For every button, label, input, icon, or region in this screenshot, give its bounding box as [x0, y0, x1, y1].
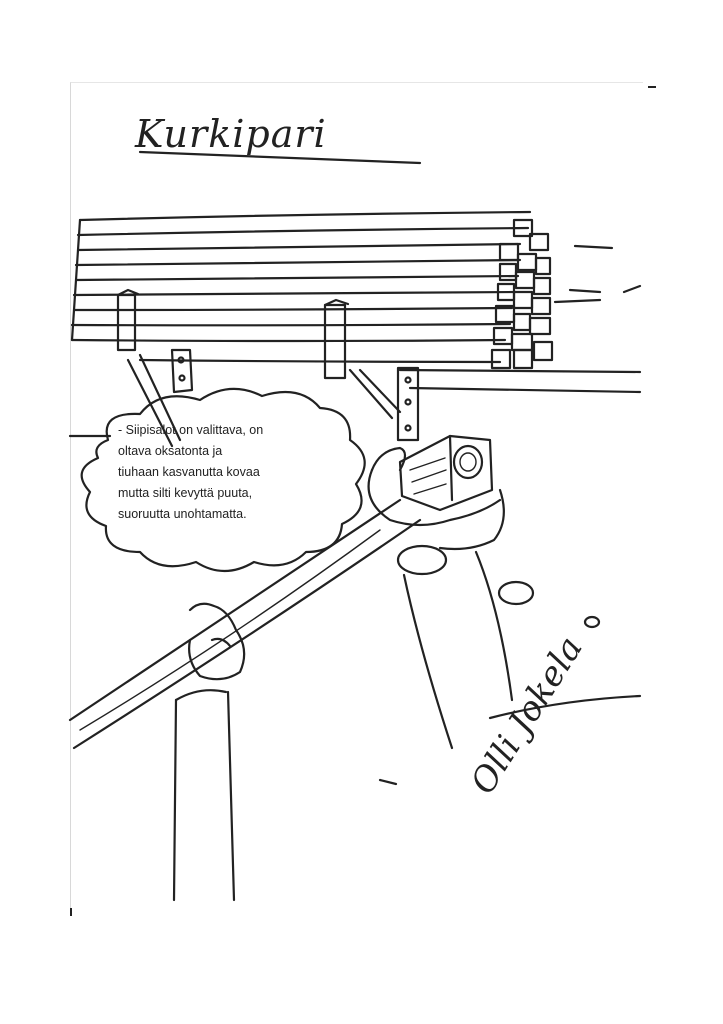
thought-bubble-medium	[499, 582, 533, 604]
speech-bubble-text	[118, 420, 328, 525]
plank-stack	[72, 212, 530, 362]
speech-line: suoruutta unohtamatta.	[118, 507, 247, 521]
speech-line: mutta silti kevyttä puuta,	[118, 486, 253, 500]
plank-ends	[492, 220, 552, 368]
speech-line: tiuhaan kasvanutta kovaa	[118, 465, 260, 479]
wood-block	[400, 436, 492, 510]
right-hand	[369, 448, 512, 748]
speech-line: oltava oksatonta ja	[118, 444, 223, 458]
signature-text: Olli Jokela	[463, 629, 591, 802]
wooden-pole	[70, 500, 420, 748]
thought-bubble-small	[585, 617, 599, 627]
speech-line: - Siipisalot on valittava, on	[118, 423, 264, 437]
drawing-title: Kurkipari	[135, 112, 327, 156]
